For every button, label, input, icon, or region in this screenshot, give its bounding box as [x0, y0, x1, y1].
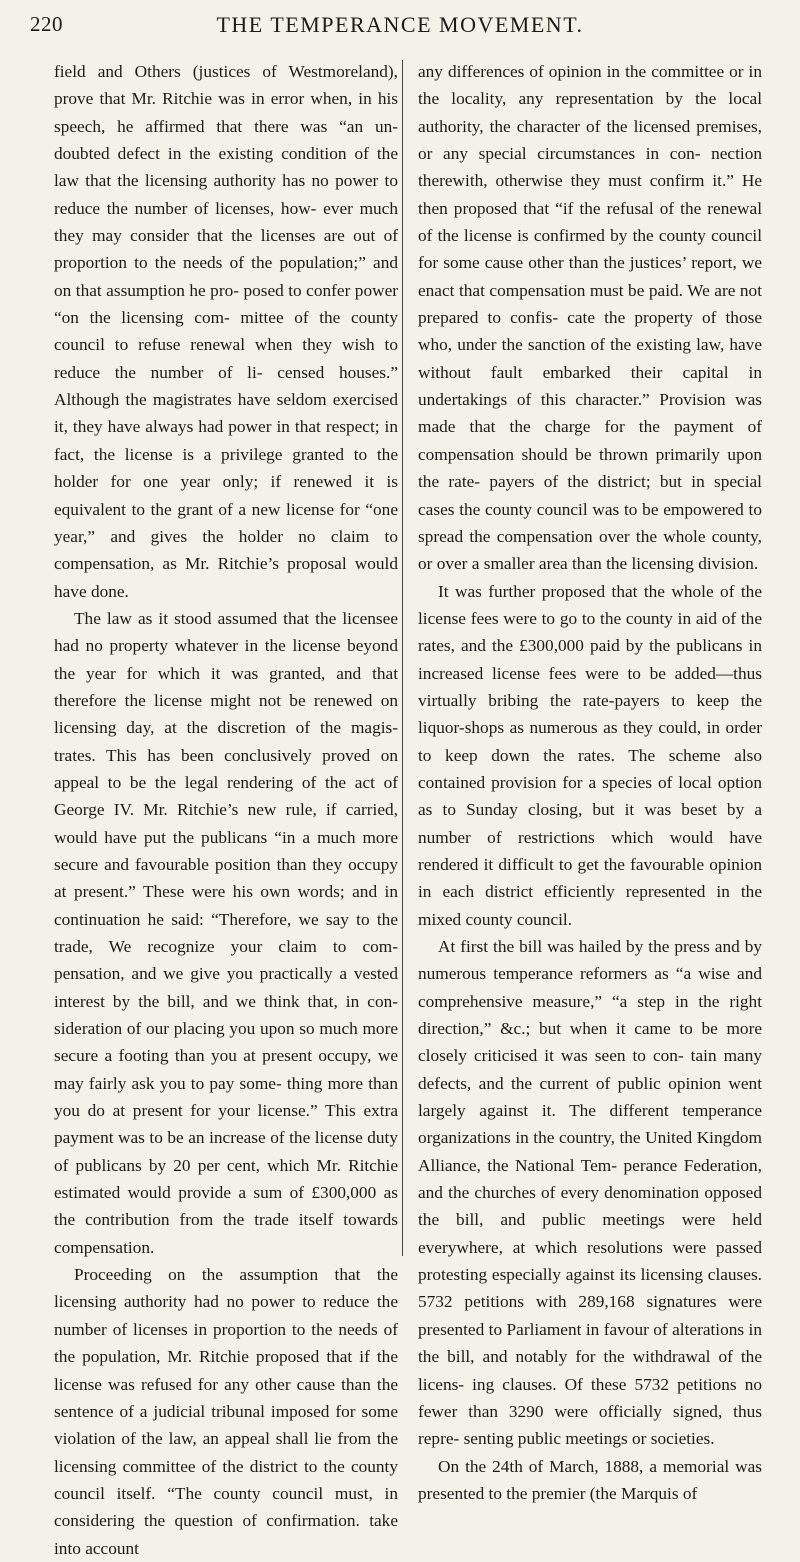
paragraph: It was further proposed that the whole of the license fees were to go to the county in aid of the rates, and the £300,000 paid by the publicans in increased license fees were to be added—thus virtually bribing the rate-payers to keep the liquor-shops as numerous as they could, in order to keep down the rates. The scheme also contained provision for a species of local option as to Sunday closing, but it was beset by a number of restrictions which would have rendered it difficult to get the favourable opinion in each district efficiently represented in the mixed county council. — [418, 581, 762, 929]
paragraph: any differences of opinion in the committee or in the locality, any representation by the local authority, the character of the licensed premises, or any special circumstances in con- nection therewith, otherwise they must confirm it.” He then proposed that “if the refusal of the renewal of the license is confirmed by the county council for some cause other than the justices’ report, we enact that compensation must be paid. We are not prepared to confis- cate the property of those who, under the sanction of the existing law, have without fault embarked their capital in undertakings of this character.” Provision was made that the charge for the payment of compensation should be thrown primarily upon the rate- payers of the district; but in special cases the county council was to be empowered to spread the compensation over the whole county, or over a smaller area than the licensing division. — [418, 62, 762, 574]
paragraph: Proceeding on the assumption that the licensing authority had no power to reduce the number of licenses in proportion to the needs of the population, Mr. Ritchie proposed that if the license was refused for any other cause than the sentence of a judicial tribunal imposed for some violation of the law, an appeal shall lie from the licensing committee of the district to the county council itself. “The county council must, in considering the question of confirmation. take into account — [54, 1265, 398, 1558]
paragraph: At first the bill was hailed by the press and by numerous temperance reformers as “a wise and comprehensive measure,” “a step in the right direction,” &c.; but when it came to be more closely criticised it was seen to con- tain many defects, and the current of public opinion went largely against it. The different temperance organizations in the country, the United Kingdom Alliance, the National Tem- perance Federation, and the churches of every denomination opposed the bill, and public meetings were held everywhere, at which resolutions were passed protesting especially against its licensing clauses. 5732 petitions with 289,168 signatures were presented to Parliament in favour of alterations in the bill, and notably for the withdrawal of the licens- ing clauses. Of these 5732 petitions no fewer than 3290 were officially signed, thus repre- senting public meetings or societies. — [418, 937, 762, 1449]
left-column — [54, 58, 398, 1562]
right-column — [418, 58, 762, 1507]
column-divider — [402, 60, 403, 1256]
paragraph: field and Others (justices of Westmoreland), prove that Mr. Ritchie was in error when, in his speech, he affirmed that there was “an un- doubted defect in the existing condition of the law that the licensing authority has no power to reduce the number of licenses, how- ever much they may consider that the licenses are out of proportion to the needs of the population;” and on that assumption he pro- posed to confer power “on the licensing com- mittee of the county council to refuse renewal when they wish to reduce the number of li- censed houses.” Although the magistrates have seldom exercised it, they have always had power in that respect; in fact, the license is a privilege granted to the holder for one year only; if renewed it is equivalent to the grant of a new license for “one year,” and gives the holder no claim to compensation, as Mr. Ritchie’s proposal would have done. — [54, 62, 398, 601]
paragraph: The law as it stood assumed that the licensee had no property whatever in the license beyond the year for which it was granted, and that therefore the license might not be renewed on licensing day, at the discretion of the magis- trates. This has been conclusively proved on appeal to be the legal rendering of the act of George IV. Mr. Ritchie’s new rule, if carried, would have put the publicans “in a much more secure and favourable position than they occupy at present.” These were his own words; and in continuation he said: “Therefore, we say to the trade, We recognize your claim to com- pensation, and we give you practically a vested interest by the bill, and we think that, in con- sideration of our placing you upon so much more secure a footing than you at present occupy, we may fairly ask you to pay some- thing more than you do at present for your license.” This extra payment was to be an increase of the license duty of publicans by 20 per cent, which Mr. Ritchie estimated would provide a sum of £300,000 as the contribution from the trade itself towards compensation. — [54, 608, 398, 1257]
paragraph: On the 24th of March, 1888, a memorial was presented to the premier (the Marquis of — [418, 1456, 762, 1503]
running-title: THE TEMPERANCE MOVEMENT. — [216, 12, 584, 37]
page-number: 220 — [30, 12, 63, 36]
